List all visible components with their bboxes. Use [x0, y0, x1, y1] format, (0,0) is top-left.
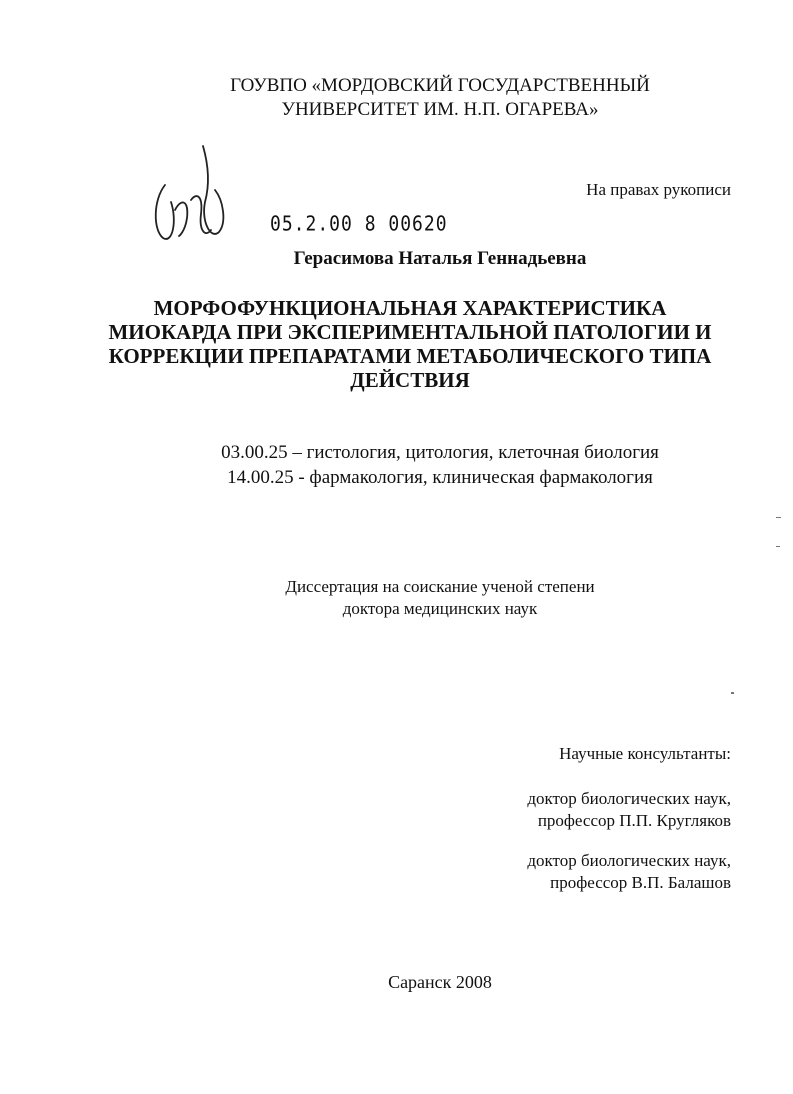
specialty-codes	[140, 440, 740, 490]
scan-speck	[776, 517, 781, 518]
consultant-2	[527, 850, 731, 894]
consultant-degree: доктор биологических наук,	[527, 851, 731, 870]
organization-name	[150, 74, 730, 122]
title-line: МОРФОФУНКЦИОНАЛЬНАЯ ХАРАКТЕРИСТИКА	[153, 296, 667, 320]
city-year: Саранск 2008	[388, 972, 492, 992]
organization-line-2: УНИВЕРСИТЕТ ИМ. Н.П. ОГАРЕВА»	[281, 99, 599, 120]
title-line: КОРРЕКЦИИ ПРЕПАРАТАМИ МЕТАБОЛИЧЕСКОГО ТИПА	[108, 344, 712, 368]
consultant-name: профессор П.П. Кругляков	[537, 811, 731, 830]
specialty-line: 14.00.25 - фармакология, клиническая фармакология	[227, 467, 653, 488]
author-name: Герасимова Наталья Геннадьевна	[293, 248, 587, 269]
degree-line-2: доктора медицинских наук	[342, 599, 538, 618]
consultant-name: профессор В.П. Балашов	[550, 873, 731, 892]
dissertation-title	[60, 296, 760, 392]
consultants-heading: Научные консультанты:	[559, 744, 731, 763]
degree-line-1: Диссертация на соискание ученой степени	[285, 577, 595, 596]
scan-speck	[776, 546, 780, 547]
rights-note: На правах рукописи	[586, 180, 731, 199]
title-line: МИОКАРДА ПРИ ЭКСПЕРИМЕНТАЛЬНОЙ ПАТОЛОГИИ И	[108, 320, 712, 344]
degree-statement	[150, 576, 730, 620]
handwritten-signature	[145, 140, 235, 250]
consultant-degree: доктор биологических наук,	[527, 789, 731, 808]
scan-speck	[731, 692, 734, 694]
title-line: ДЕЙСТВИЯ	[350, 368, 470, 392]
registration-stamp: 05.2.00 8 00620	[270, 212, 448, 237]
specialty-line: 03.00.25 – гистология, цитология, клеточная биология	[221, 442, 659, 463]
organization-line-1: ГОУВПО «МОРДОВСКИЙ ГОСУДАРСТВЕННЫЙ	[230, 75, 650, 96]
consultant-1	[527, 788, 731, 832]
